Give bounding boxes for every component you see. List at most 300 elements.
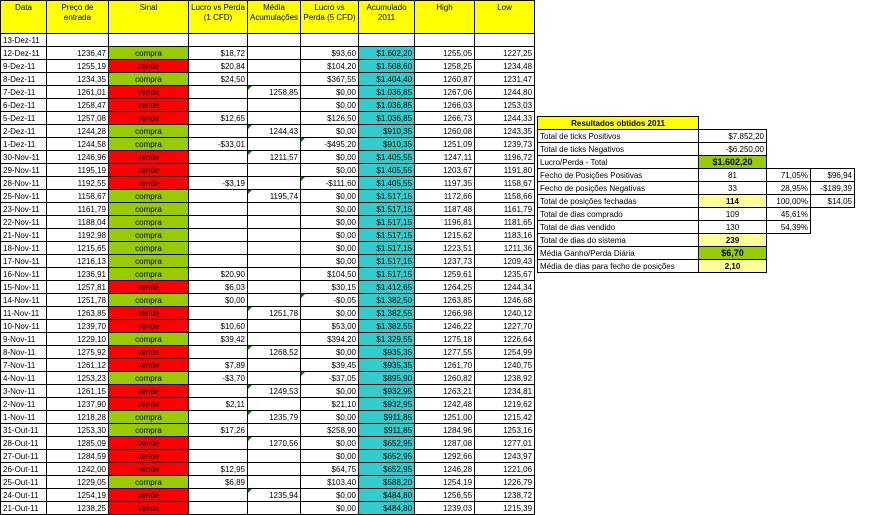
cell-price[interactable]: 1258,47 xyxy=(47,99,109,112)
cell-pl1[interactable] xyxy=(189,346,248,359)
cell-pl1[interactable] xyxy=(189,229,248,242)
cell-high[interactable]: 1264,25 xyxy=(415,281,475,294)
cell-avg[interactable] xyxy=(248,294,301,307)
cell-price[interactable]: 1275,92 xyxy=(47,346,109,359)
cell-avg[interactable] xyxy=(248,190,301,203)
cell-accumulated[interactable]: $1.517,15 xyxy=(359,242,415,255)
cell-pl5[interactable]: $0,00 xyxy=(301,437,359,450)
cell-pl1[interactable]: $12,95 xyxy=(189,463,248,476)
cell-avg[interactable] xyxy=(248,73,301,86)
cell-pl1[interactable]: -$3,70 xyxy=(189,372,248,385)
cell-high[interactable]: 1267,06 xyxy=(415,86,475,99)
cell-pl5[interactable]: $30,15 xyxy=(301,281,359,294)
cell-pl5[interactable]: $64,75 xyxy=(301,463,359,476)
cell-date[interactable]: 7-Dez-11 xyxy=(1,86,47,99)
cell-avg[interactable] xyxy=(248,489,301,502)
cell-date[interactable]: 17-Nov-11 xyxy=(1,255,47,268)
cell-date[interactable]: 28-Nov-11 xyxy=(1,177,47,190)
cell-signal[interactable]: vende xyxy=(109,177,189,190)
cell-low[interactable] xyxy=(475,34,535,47)
cell-accumulated[interactable]: $1.517,15 xyxy=(359,268,415,281)
cell-signal[interactable]: compra xyxy=(109,476,189,489)
cell-avg[interactable] xyxy=(248,151,301,164)
cell-low[interactable]: 1243,35 xyxy=(475,125,535,138)
cell-avg[interactable] xyxy=(248,424,301,437)
cell-accumulated[interactable]: $1.412,65 xyxy=(359,281,415,294)
cell-pl1[interactable]: $7,89 xyxy=(189,359,248,372)
summary-extra[interactable] xyxy=(811,143,855,156)
cell-low[interactable]: 1277,01 xyxy=(475,437,535,450)
cell-date[interactable]: 26-Out-11 xyxy=(1,463,47,476)
cell-signal[interactable]: vende xyxy=(109,151,189,164)
summary-value[interactable]: $6,70 xyxy=(699,247,767,260)
cell-price[interactable]: 1253,30 xyxy=(47,424,109,437)
cell-low[interactable]: 1227,25 xyxy=(475,47,535,60)
cell-date[interactable]: 30-Nov-11 xyxy=(1,151,47,164)
summary-extra[interactable] xyxy=(811,260,855,273)
cell-low[interactable]: 1238,72 xyxy=(475,489,535,502)
cell-pl1[interactable] xyxy=(189,86,248,99)
cell-pl5[interactable]: $0,00 xyxy=(301,450,359,463)
cell-signal[interactable]: compra xyxy=(109,190,189,203)
cell-high[interactable]: 1277,55 xyxy=(415,346,475,359)
cell-date[interactable]: 15-Nov-11 xyxy=(1,281,47,294)
cell-pl1[interactable] xyxy=(189,307,248,320)
cell-accumulated[interactable]: $895,90 xyxy=(359,372,415,385)
cell-pl1[interactable]: $17,26 xyxy=(189,424,248,437)
cell-pl5[interactable] xyxy=(301,177,359,190)
cell-date[interactable]: 27-Out-11 xyxy=(1,450,47,463)
cell-date[interactable]: 9-Nov-11 xyxy=(1,333,47,346)
cell-high[interactable]: 1266,73 xyxy=(415,112,475,125)
cell-signal[interactable]: vende xyxy=(109,86,189,99)
cell-avg[interactable] xyxy=(248,359,301,372)
cell-high[interactable]: 1172,66 xyxy=(415,190,475,203)
cell-signal[interactable]: compra xyxy=(109,411,189,424)
cell-pl1[interactable] xyxy=(189,203,248,216)
summary-extra[interactable] xyxy=(811,130,855,143)
cell-pl5[interactable]: $0,00 xyxy=(301,190,359,203)
cell-date[interactable]: 8-Nov-11 xyxy=(1,346,47,359)
summary-extra[interactable] xyxy=(811,221,855,234)
cell-low[interactable]: 1253,16 xyxy=(475,424,535,437)
cell-pl5[interactable]: $126,50 xyxy=(301,112,359,125)
cell-low[interactable]: 1244,33 xyxy=(475,112,535,125)
cell-pl5[interactable]: $0,00 xyxy=(301,502,359,515)
cell-date[interactable]: 13-Dez-11 xyxy=(1,34,47,47)
cell-high[interactable]: 1187,48 xyxy=(415,203,475,216)
cell-date[interactable]: 5-Dez-11 xyxy=(1,112,47,125)
cell-avg[interactable] xyxy=(248,34,301,47)
cell-pl5[interactable]: $39,45 xyxy=(301,359,359,372)
summary-extra[interactable] xyxy=(811,156,855,169)
cell-accumulated[interactable]: $1.036,85 xyxy=(359,99,415,112)
cell-avg[interactable] xyxy=(248,60,301,73)
cell-signal[interactable]: vende xyxy=(109,164,189,177)
cell-high[interactable]: 1259,61 xyxy=(415,268,475,281)
cell-low[interactable]: 1226,79 xyxy=(475,476,535,489)
cell-high[interactable]: 1246,22 xyxy=(415,320,475,333)
cell-signal[interactable]: vende xyxy=(109,450,189,463)
cell-high[interactable]: 1263,21 xyxy=(415,385,475,398)
cell-signal[interactable]: compra xyxy=(109,203,189,216)
cell-signal[interactable]: vende xyxy=(109,359,189,372)
cell-avg[interactable] xyxy=(248,177,301,190)
cell-low[interactable]: 1219,62 xyxy=(475,398,535,411)
cell-pl5[interactable]: $0,00 xyxy=(301,346,359,359)
cell-accumulated[interactable]: $1.404,40 xyxy=(359,73,415,86)
cell-pl1[interactable] xyxy=(189,99,248,112)
cell-date[interactable]: 6-Dez-11 xyxy=(1,99,47,112)
cell-accumulated[interactable]: $911,85 xyxy=(359,424,415,437)
cell-signal[interactable]: compra xyxy=(109,294,189,307)
cell-price[interactable]: 1188,04 xyxy=(47,216,109,229)
cell-price[interactable]: 1238,25 xyxy=(47,502,109,515)
cell-high[interactable]: 1254,19 xyxy=(415,476,475,489)
cell-pl5[interactable]: $0,00 xyxy=(301,489,359,502)
cell-signal[interactable]: compra xyxy=(109,255,189,268)
cell-avg[interactable] xyxy=(248,203,301,216)
cell-pl1[interactable]: $39,42 xyxy=(189,333,248,346)
cell-price[interactable]: 1234,35 xyxy=(47,73,109,86)
cell-date[interactable]: 31-Out-11 xyxy=(1,424,47,437)
summary-percent[interactable] xyxy=(767,130,811,143)
cell-accumulated[interactable]: $1.382,55 xyxy=(359,307,415,320)
cell-pl1[interactable]: -$3,19 xyxy=(189,177,248,190)
cell-avg[interactable] xyxy=(248,333,301,346)
cell-date[interactable]: 12-Dez-11 xyxy=(1,47,47,60)
cell-pl1[interactable] xyxy=(189,151,248,164)
cell-low[interactable]: 1158,66 xyxy=(475,190,535,203)
cell-signal[interactable]: compra xyxy=(109,138,189,151)
cell-price[interactable]: 1195,19 xyxy=(47,164,109,177)
summary-label[interactable]: Total de dias do sistema xyxy=(538,234,699,247)
cell-low[interactable]: 1191,80 xyxy=(475,164,535,177)
cell-high[interactable]: 1284,96 xyxy=(415,424,475,437)
cell-price[interactable]: 1218,28 xyxy=(47,411,109,424)
summary-extra[interactable] xyxy=(811,234,855,247)
cell-pl5[interactable]: $0,00 xyxy=(301,307,359,320)
cell-date[interactable]: 8-Dez-11 xyxy=(1,73,47,86)
cell-avg[interactable] xyxy=(248,112,301,125)
cell-avg[interactable] xyxy=(248,242,301,255)
cell-avg[interactable] xyxy=(248,320,301,333)
cell-date[interactable]: 9-Dez-11 xyxy=(1,60,47,73)
cell-accumulated[interactable]: $1.517,15 xyxy=(359,229,415,242)
cell-high[interactable] xyxy=(415,34,475,47)
cell-accumulated[interactable]: $652,95 xyxy=(359,463,415,476)
cell-avg[interactable] xyxy=(248,281,301,294)
cell-avg[interactable] xyxy=(248,346,301,359)
cell-date[interactable]: 14-Nov-11 xyxy=(1,294,47,307)
summary-label[interactable]: Lucro/Perda - Total xyxy=(538,156,699,169)
cell-price[interactable]: 1192,55 xyxy=(47,177,109,190)
cell-accumulated[interactable]: $935,35 xyxy=(359,359,415,372)
cell-date[interactable]: 4-Nov-11 xyxy=(1,372,47,385)
cell-date[interactable]: 18-Nov-11 xyxy=(1,242,47,255)
cell-high[interactable]: 1246,28 xyxy=(415,463,475,476)
cell-price[interactable]: 1285,09 xyxy=(47,437,109,450)
summary-label[interactable]: Total de posições fechadas xyxy=(538,195,699,208)
cell-accumulated[interactable]: $935,35 xyxy=(359,346,415,359)
cell-pl1[interactable] xyxy=(189,242,248,255)
cell-pl1[interactable] xyxy=(189,411,248,424)
cell-price[interactable]: 1215,65 xyxy=(47,242,109,255)
summary-label[interactable]: Média de dias para fecho de posições xyxy=(538,260,699,273)
cell-price[interactable]: 1257,08 xyxy=(47,112,109,125)
cell-avg[interactable] xyxy=(248,450,301,463)
cell-high[interactable]: 1247,11 xyxy=(415,151,475,164)
cell-pl5[interactable]: $104,20 xyxy=(301,60,359,73)
cell-accumulated[interactable]: $1.517,15 xyxy=(359,255,415,268)
cell-date[interactable]: 29-Nov-11 xyxy=(1,164,47,177)
cell-pl5[interactable]: $53,00 xyxy=(301,320,359,333)
summary-extra[interactable]: $96,94 xyxy=(811,169,855,182)
cell-pl1[interactable]: $2,11 xyxy=(189,398,248,411)
cell-avg[interactable] xyxy=(248,307,301,320)
summary-value[interactable]: 130 xyxy=(699,221,767,234)
cell-accumulated[interactable]: $911,85 xyxy=(359,411,415,424)
cell-low[interactable]: 1244,80 xyxy=(475,86,535,99)
cell-high[interactable]: 1260,82 xyxy=(415,372,475,385)
cell-high[interactable]: 1255,05 xyxy=(415,47,475,60)
cell-signal[interactable]: compra xyxy=(109,268,189,281)
cell-signal[interactable]: compra xyxy=(109,73,189,86)
cell-pl5[interactable]: $394,20 xyxy=(301,333,359,346)
cell-pl1[interactable]: $6,03 xyxy=(189,281,248,294)
cell-price[interactable]: 1237,90 xyxy=(47,398,109,411)
cell-low[interactable]: 1240,12 xyxy=(475,307,535,320)
cell-accumulated[interactable]: $1.405,55 xyxy=(359,164,415,177)
cell-price[interactable]: 1229,05 xyxy=(47,476,109,489)
cell-signal[interactable]: compra xyxy=(109,242,189,255)
cell-price[interactable]: 1161,79 xyxy=(47,203,109,216)
cell-avg[interactable] xyxy=(248,164,301,177)
cell-price[interactable]: 1255,19 xyxy=(47,60,109,73)
cell-accumulated[interactable]: $1.329,55 xyxy=(359,333,415,346)
cell-high[interactable]: 1263,85 xyxy=(415,294,475,307)
cell-accumulated[interactable] xyxy=(359,34,415,47)
cell-avg[interactable] xyxy=(248,411,301,424)
cell-avg[interactable] xyxy=(248,268,301,281)
cell-avg[interactable] xyxy=(248,138,301,151)
summary-label[interactable]: Total de ticks Negativos xyxy=(538,143,699,156)
summary-value[interactable]: -$6.250,00 xyxy=(699,143,767,156)
summary-value[interactable]: 109 xyxy=(699,208,767,221)
cell-price[interactable]: 1257,81 xyxy=(47,281,109,294)
cell-avg[interactable] xyxy=(248,437,301,450)
cell-date[interactable]: 1-Nov-11 xyxy=(1,411,47,424)
cell-low[interactable]: 1244,34 xyxy=(475,281,535,294)
cell-price[interactable]: 1229,10 xyxy=(47,333,109,346)
cell-date[interactable]: 22-Nov-11 xyxy=(1,216,47,229)
cell-date[interactable]: 21-Out-11 xyxy=(1,502,47,515)
cell-high[interactable]: 1251,09 xyxy=(415,138,475,151)
cell-pl5[interactable] xyxy=(301,372,359,385)
cell-avg[interactable] xyxy=(248,99,301,112)
cell-pl1[interactable]: $20,90 xyxy=(189,268,248,281)
cell-price[interactable]: 1261,01 xyxy=(47,86,109,99)
cell-avg[interactable] xyxy=(248,47,301,60)
cell-pl1[interactable]: $24,50 xyxy=(189,73,248,86)
cell-pl1[interactable] xyxy=(189,164,248,177)
summary-percent[interactable] xyxy=(767,260,811,273)
cell-pl5[interactable]: $0,00 xyxy=(301,151,359,164)
cell-high[interactable]: 1258,25 xyxy=(415,60,475,73)
cell-low[interactable]: 1240,75 xyxy=(475,359,535,372)
cell-low[interactable]: 1235,67 xyxy=(475,268,535,281)
cell-price[interactable] xyxy=(47,34,109,47)
cell-pl5[interactable]: $0,00 xyxy=(301,255,359,268)
cell-accumulated[interactable]: $1.517,15 xyxy=(359,190,415,203)
cell-date[interactable]: 16-Nov-11 xyxy=(1,268,47,281)
cell-price[interactable]: 1261,15 xyxy=(47,385,109,398)
summary-value[interactable]: $1.602,20 xyxy=(699,156,767,169)
summary-label[interactable]: Média Ganho/Perda Diária xyxy=(538,247,699,260)
cell-signal[interactable]: vende xyxy=(109,502,189,515)
cell-date[interactable]: 21-Nov-11 xyxy=(1,229,47,242)
cell-high[interactable]: 1266,03 xyxy=(415,99,475,112)
cell-avg[interactable] xyxy=(248,502,301,515)
cell-low[interactable]: 1211,36 xyxy=(475,242,535,255)
cell-accumulated[interactable]: $588,20 xyxy=(359,476,415,489)
cell-pl1[interactable]: $20,84 xyxy=(189,60,248,73)
cell-pl1[interactable] xyxy=(189,34,248,47)
cell-pl1[interactable] xyxy=(189,255,248,268)
cell-date[interactable]: 23-Nov-11 xyxy=(1,203,47,216)
cell-date[interactable]: 1-Dez-11 xyxy=(1,138,47,151)
summary-percent[interactable]: 100,00% xyxy=(767,195,811,208)
cell-signal[interactable]: vende xyxy=(109,437,189,450)
cell-high[interactable]: 1275,18 xyxy=(415,333,475,346)
summary-percent[interactable] xyxy=(767,143,811,156)
summary-percent[interactable] xyxy=(767,156,811,169)
cell-pl1[interactable]: $6,89 xyxy=(189,476,248,489)
cell-signal[interactable] xyxy=(109,34,189,47)
cell-signal[interactable]: vende xyxy=(109,307,189,320)
cell-signal[interactable]: vende xyxy=(109,346,189,359)
cell-high[interactable]: 1203,67 xyxy=(415,164,475,177)
cell-low[interactable]: 1227,70 xyxy=(475,320,535,333)
cell-high[interactable]: 1287,08 xyxy=(415,437,475,450)
cell-pl5[interactable]: $21,10 xyxy=(301,398,359,411)
cell-low[interactable]: 1253,03 xyxy=(475,99,535,112)
cell-signal[interactable]: compra xyxy=(109,125,189,138)
cell-accumulated[interactable]: $1.036,85 xyxy=(359,86,415,99)
cell-pl1[interactable] xyxy=(189,125,248,138)
cell-signal[interactable]: vende xyxy=(109,99,189,112)
cell-pl1[interactable]: $10,60 xyxy=(189,320,248,333)
cell-high[interactable]: 1237,73 xyxy=(415,255,475,268)
summary-label[interactable]: Fecho de posições Negativas xyxy=(538,182,699,195)
cell-signal[interactable]: compra xyxy=(109,333,189,346)
summary-extra[interactable]: -$189,39 xyxy=(811,182,855,195)
cell-pl5[interactable]: $0,00 xyxy=(301,229,359,242)
summary-label[interactable]: Total de dias comprado xyxy=(538,208,699,221)
cell-avg[interactable] xyxy=(248,463,301,476)
cell-price[interactable]: 1251,78 xyxy=(47,294,109,307)
cell-price[interactable]: 1216,13 xyxy=(47,255,109,268)
cell-signal[interactable]: compra xyxy=(109,216,189,229)
cell-low[interactable]: 1231,47 xyxy=(475,73,535,86)
cell-high[interactable]: 1215,62 xyxy=(415,229,475,242)
summary-extra[interactable] xyxy=(811,247,855,260)
cell-pl5[interactable]: $104,50 xyxy=(301,268,359,281)
cell-accumulated[interactable]: $484,80 xyxy=(359,502,415,515)
cell-date[interactable]: 25-Out-11 xyxy=(1,476,47,489)
summary-percent[interactable]: 45,61% xyxy=(767,208,811,221)
cell-price[interactable]: 1263,85 xyxy=(47,307,109,320)
cell-high[interactable]: 1223,51 xyxy=(415,242,475,255)
cell-pl5[interactable]: $93,60 xyxy=(301,47,359,60)
summary-value[interactable]: $7.852,20 xyxy=(699,130,767,143)
cell-avg[interactable] xyxy=(248,255,301,268)
cell-signal[interactable]: vende xyxy=(109,463,189,476)
cell-pl1[interactable] xyxy=(189,489,248,502)
cell-signal[interactable]: vende xyxy=(109,320,189,333)
cell-accumulated[interactable]: $652,95 xyxy=(359,450,415,463)
cell-avg[interactable] xyxy=(248,385,301,398)
cell-price[interactable]: 1254,19 xyxy=(47,489,109,502)
cell-low[interactable]: 1254,99 xyxy=(475,346,535,359)
cell-high[interactable]: 1256,55 xyxy=(415,489,475,502)
cell-low[interactable]: 1239,73 xyxy=(475,138,535,151)
cell-signal[interactable]: compra xyxy=(109,229,189,242)
summary-percent[interactable]: 71,05% xyxy=(767,169,811,182)
summary-percent[interactable] xyxy=(767,247,811,260)
cell-pl1[interactable]: -$33,01 xyxy=(189,138,248,151)
cell-avg[interactable] xyxy=(248,372,301,385)
cell-accumulated[interactable]: $1.602,20 xyxy=(359,47,415,60)
cell-accumulated[interactable]: $652,95 xyxy=(359,437,415,450)
cell-low[interactable]: 1183,16 xyxy=(475,229,535,242)
cell-accumulated[interactable]: $932,95 xyxy=(359,398,415,411)
cell-pl1[interactable] xyxy=(189,385,248,398)
summary-percent[interactable]: 54,39% xyxy=(767,221,811,234)
cell-low[interactable]: 1209,43 xyxy=(475,255,535,268)
cell-low[interactable]: 1221,06 xyxy=(475,463,535,476)
cell-date[interactable]: 25-Nov-11 xyxy=(1,190,47,203)
cell-price[interactable]: 1244,58 xyxy=(47,138,109,151)
cell-signal[interactable]: compra xyxy=(109,424,189,437)
cell-price[interactable]: 1236,47 xyxy=(47,47,109,60)
cell-avg[interactable] xyxy=(248,229,301,242)
summary-label[interactable]: Total de dias vendido xyxy=(538,221,699,234)
cell-accumulated[interactable]: $1.517,15 xyxy=(359,203,415,216)
summary-percent[interactable]: 28,95% xyxy=(767,182,811,195)
cell-low[interactable]: 1243,97 xyxy=(475,450,535,463)
cell-pl1[interactable] xyxy=(189,190,248,203)
cell-low[interactable]: 1246,68 xyxy=(475,294,535,307)
cell-signal[interactable]: compra xyxy=(109,372,189,385)
cell-date[interactable]: 2-Dez-11 xyxy=(1,125,47,138)
cell-low[interactable]: 1215,39 xyxy=(475,502,535,515)
cell-high[interactable]: 1260,87 xyxy=(415,73,475,86)
cell-signal[interactable]: vende xyxy=(109,281,189,294)
cell-accumulated[interactable]: $1.508,60 xyxy=(359,60,415,73)
cell-pl5[interactable]: $0,00 xyxy=(301,99,359,112)
summary-extra[interactable]: $14,05 xyxy=(811,195,855,208)
cell-high[interactable]: 1260,08 xyxy=(415,125,475,138)
cell-low[interactable]: 1161,79 xyxy=(475,203,535,216)
cell-signal[interactable]: vende xyxy=(109,398,189,411)
cell-high[interactable]: 1251,00 xyxy=(415,411,475,424)
cell-low[interactable]: 1215,42 xyxy=(475,411,535,424)
cell-avg[interactable] xyxy=(248,86,301,99)
cell-pl1[interactable]: $12,65 xyxy=(189,112,248,125)
cell-pl1[interactable] xyxy=(189,216,248,229)
summary-label[interactable]: Total de ticks Positivos xyxy=(538,130,699,143)
